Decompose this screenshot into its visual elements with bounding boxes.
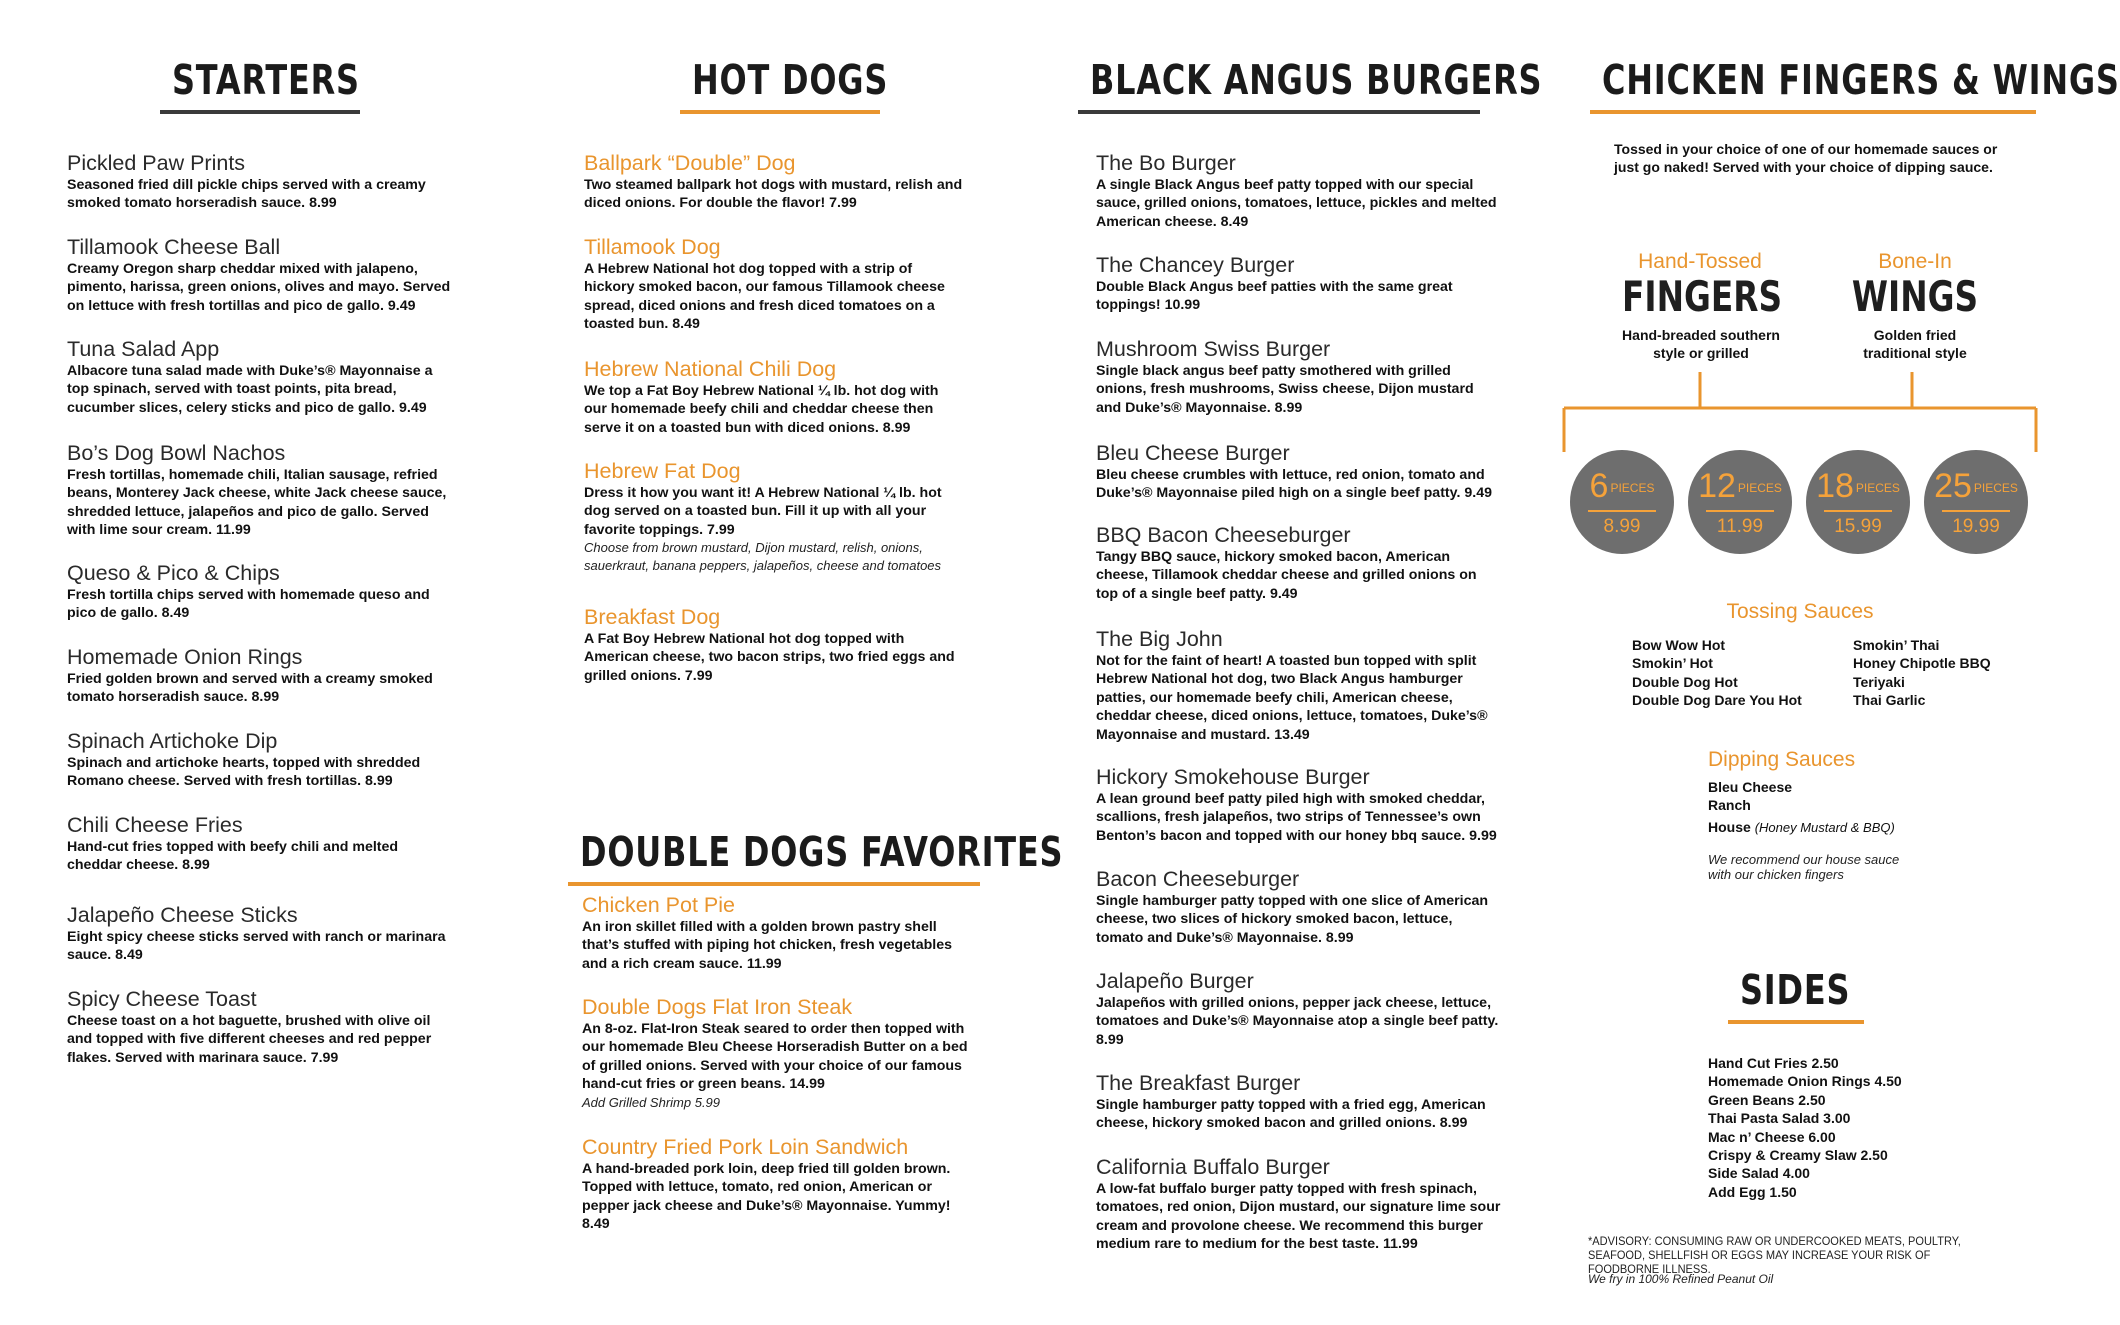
item-name: Country Fried Pork Loin Sandwich	[582, 1135, 909, 1159]
menu-item	[67, 560, 457, 623]
item-desc	[584, 484, 964, 539]
item-desc-text: Bleu cheese crumbles with lettuce, red onion, tomato and Duke’s® Mayonnaise piled high on a single beef patty.	[1096, 467, 1485, 502]
tossing-left-list	[1632, 636, 1802, 710]
portion-count	[1806, 468, 1910, 506]
menu-item	[1096, 150, 1502, 231]
dipping-title: Dipping Sauces	[1708, 748, 1856, 771]
item-desc-text: An iron skillet filled with a golden brown pastry shell that’s stuffed with piping hot chicken, fresh vegetables and a rich cream sauce.	[582, 919, 952, 972]
menu-item	[67, 234, 457, 315]
item-desc-text: We top a Fat Boy Hebrew National ¼ lb. hot dog with our homemade beefy chili and cheddar cheese then serve it on a toasted bun with diced onions.	[584, 383, 939, 436]
item-desc	[1096, 1180, 1502, 1254]
item-desc-text: Eight spicy cheese sticks served with ranch or marinara sauce.	[67, 929, 446, 964]
advisory: *ADVISORY: CONSUMING RAW OR UNDERCOOKED MEATS, POULTRY, SEAFOOD, SHELLFISH OR EGGS MAY INCREASE YOUR RISK OF FOODBORNE ILLNESS.	[1588, 1234, 1961, 1276]
list-item: Thai Garlic	[1853, 692, 1926, 709]
item-price: 7.99	[829, 195, 857, 212]
item-price: 9.49	[1269, 585, 1298, 602]
chicken-header	[1590, 56, 2120, 110]
section-title: BLACK ANGUS BURGERS	[1090, 56, 1543, 104]
section-rule	[680, 110, 880, 114]
item-name: Chili Cheese Fries	[67, 813, 243, 837]
item-name: Pickled Paw Prints	[67, 151, 246, 175]
item-desc	[1096, 466, 1502, 503]
fingers-top: Hand-Tossed	[1638, 250, 1762, 273]
item-price: 8.49	[1220, 213, 1249, 230]
wings-top: Bone-In	[1878, 250, 1952, 273]
item-name: Hebrew Fat Dog	[584, 459, 741, 483]
item-desc	[1096, 176, 1502, 231]
item-desc	[67, 838, 457, 875]
list-item: Smokin’ Hot	[1632, 655, 1713, 672]
list-item: Smokin’ Thai	[1853, 637, 1940, 653]
menu-item	[67, 644, 457, 707]
item-desc-text: Fresh tortillas, homemade chili, Italian sausage, refried beans, Monterey Jack cheese, white Jack cheese sauce, shredded lettuce, jalapeños and pico de gallo. Served with lime sour cream.	[67, 467, 447, 539]
item-name: Double Dogs Flat Iron Steak	[582, 995, 853, 1019]
portion-count-number: 12	[1698, 467, 1736, 505]
menu-item	[67, 812, 457, 875]
dipping-list	[1708, 778, 1792, 815]
list-item: Bow Wow Hot	[1632, 637, 1726, 653]
menu-item	[1096, 1154, 1502, 1254]
wings-big: WINGS	[1851, 272, 1979, 321]
list-item: Double Dog Dare You Hot	[1632, 692, 1802, 709]
item-price: 8.49	[115, 947, 143, 964]
section-title: DOUBLE DOGS FAVORITES	[580, 828, 1064, 876]
fingers-big: FINGERS	[1622, 272, 1783, 321]
item-desc-text: Single hamburger patty topped with one slice of American cheese, two slices of hickory smoked bacon, lettuce, tomato and Duke’s® Mayonnaise.	[1096, 893, 1489, 946]
item-desc	[584, 176, 964, 213]
item-name: California Buffalo Burger	[1096, 1155, 1330, 1179]
portion-count	[1570, 468, 1674, 506]
item-name: The Big John	[1096, 627, 1223, 651]
item-desc-text: Spinach and artichoke hearts, topped with shredded Romano cheese. Served with fresh tortillas.	[67, 755, 421, 790]
item-price: 8.99	[182, 857, 210, 874]
menu-item	[67, 902, 457, 965]
portion-price: 19.99	[1952, 516, 2000, 537]
item-desc	[67, 1012, 457, 1067]
menu-item	[1096, 440, 1502, 503]
item-name: Hebrew National Chili Dog	[584, 357, 837, 381]
item-desc-text: Seasoned fried dill pickle chips served with a creamy smoked tomato horseradish sauce.	[67, 177, 426, 212]
menu-item	[582, 1134, 972, 1234]
menu-item	[1096, 626, 1502, 744]
item-desc	[67, 670, 457, 707]
menu-item	[1096, 336, 1502, 417]
item-desc	[1096, 1096, 1502, 1133]
menu-item	[67, 440, 457, 540]
menu-item	[582, 892, 972, 973]
portion-count-number: 6	[1589, 467, 1609, 505]
item-price: 8.99	[251, 689, 280, 706]
item-name: Homemade Onion Rings	[67, 645, 303, 669]
item-price: 9.49	[398, 399, 427, 416]
list-item: Add Egg 1.50	[1708, 1183, 1797, 1200]
item-name: Chicken Pot Pie	[582, 893, 735, 917]
item-name: Hickory Smokehouse Burger	[1096, 765, 1370, 789]
item-desc-text: Double Black Angus beef patties with the same great toppings!	[1096, 279, 1453, 314]
item-name: Tillamook Dog	[584, 235, 721, 259]
portion-count	[1688, 468, 1792, 506]
list-item: Thai Pasta Salad 3.00	[1708, 1110, 1851, 1127]
item-name: Breakfast Dog	[584, 605, 721, 629]
item-desc	[1096, 994, 1502, 1049]
item-desc-text: Single black angus beef patty smothered with grilled onions, fresh mushrooms, Swiss cheese, Dijon mustard and Duke’s® Mayonnaise.	[1096, 363, 1474, 416]
item-desc-text: A lean ground beef patty piled high with smoked cheddar, scallions, fresh jalapeños, two strips of Tennessee’s own Benton’s bacon and topped with our honey bbq sauce.	[1096, 791, 1485, 844]
tossing-right-list	[1853, 636, 1991, 710]
item-desc	[67, 466, 457, 540]
section-title: CHICKEN FINGERS & WINGS	[1602, 56, 2120, 104]
item-price: 11.99	[1382, 1236, 1418, 1253]
item-name: Tuna Salad App	[67, 337, 220, 361]
item-desc-text: Cheese toast on a hot baguette, brushed with olive oil and topped with five different cheeses and red pepper flakes. Served with marinara sauce.	[67, 1013, 432, 1066]
item-desc-text: Not for the faint of heart! A toasted bun topped with split Hebrew National hot dog, two Black Angus hamburger patties, our homemade beefy chili, American cheese, cheddar cheese, diced onions, lettuce, tomatoes, Duke’s® Mayonnaise and mustard.	[1096, 653, 1488, 743]
item-price: 8.49	[161, 605, 190, 622]
item-name: Bacon Cheeseburger	[1096, 867, 1300, 891]
item-note: Choose from brown mustard, Dijon mustard, relish, onions, sauerkraut, banana peppers, jalapeños, cheese and tomatoes	[584, 540, 942, 574]
item-price: 8.49	[672, 316, 700, 333]
fry-note: We fry in 100% Refined Peanut Oil	[1588, 1272, 1774, 1286]
item-desc-text: Creamy Oregon sharp cheddar mixed with jalapeno, pimento, harissa, green onions, olives and mayo. Served on lettuce with fresh tortillas and pico de gallo.	[67, 261, 451, 314]
list-item: Hand Cut Fries 2.50	[1708, 1055, 1839, 1071]
item-price: 8.99	[1325, 929, 1354, 946]
item-desc-text: A low-fat buffalo burger patty topped with fresh spinach, tomatoes, red onion, Dijon mustard, our signature lime sour cream and provolone cheese. We recommend this burger medium rare to medium for the best taste.	[1096, 1181, 1501, 1253]
menu-item	[67, 728, 457, 791]
hotdogs-header	[680, 56, 889, 110]
item-desc	[67, 260, 457, 315]
item-desc	[67, 928, 457, 965]
item-desc	[1096, 362, 1502, 417]
item-price: 9.49	[387, 297, 416, 314]
menu-item	[1096, 522, 1502, 603]
section-rule	[160, 110, 360, 114]
item-desc	[1096, 652, 1502, 744]
list-item: Teriyaki	[1853, 673, 1905, 690]
item-desc-text: A Hebrew National hot dog topped with a strip of hickory smoked bacon, our famous Tillamook cheese spread, diced onions and fresh diced tomatoes on a toasted bun.	[584, 261, 945, 333]
dipping-house-label: House	[1708, 819, 1751, 835]
item-price: 8.99	[1274, 399, 1303, 416]
portion-divider	[1824, 510, 1892, 512]
item-price: 14.99	[789, 1076, 825, 1093]
list-item: Double Dog Hot	[1632, 673, 1738, 690]
item-price: 9.99	[1469, 827, 1497, 844]
item-name: The Chancey Burger	[1096, 253, 1295, 277]
menu-item	[1096, 1070, 1502, 1133]
section-title: STARTERS	[172, 56, 360, 104]
menu-item	[1096, 252, 1502, 315]
item-price: 7.99	[684, 667, 713, 684]
item-desc-text: Two steamed ballpark hot dogs with mustard, relish and diced onions. For double the flavor!	[584, 177, 963, 212]
item-desc	[1096, 548, 1502, 603]
portion-count-number: 25	[1934, 467, 1972, 505]
portion-divider	[1942, 510, 2010, 512]
item-desc-text: Single hamburger patty topped with a fried egg, American cheese, hickory smoked bacon and grilled onions.	[1096, 1097, 1486, 1132]
menu-item	[584, 356, 964, 437]
section-rule	[568, 882, 980, 886]
item-desc	[582, 1160, 972, 1234]
item-desc-text: Jalapeños with grilled onions, pepper jack cheese, lettuce, tomatoes and Duke’s® Mayonnaise atop a single beef patty.	[1096, 995, 1499, 1030]
tossing-title: Tossing Sauces	[1726, 600, 1874, 623]
portion-price: 11.99	[1716, 516, 1764, 537]
section-title: SIDES	[1740, 966, 1851, 1014]
portion-divider	[1706, 510, 1774, 512]
portion-count-number: 18	[1816, 467, 1854, 505]
item-price: 8.99	[1439, 1115, 1468, 1132]
item-desc-text: Fresh tortilla chips served with homemade queso and pico de gallo.	[67, 587, 430, 622]
item-price: 11.99	[746, 955, 782, 972]
menu-item	[1096, 866, 1502, 947]
item-desc-text: A Fat Boy Hebrew National hot dog topped with American cheese, two bacon strips, two fried eggs and grilled onions.	[584, 631, 955, 684]
sides-header	[1728, 966, 1864, 1020]
item-name: Spinach Artichoke Dip	[67, 729, 278, 753]
dipping-house-note: (Honey Mustard & BBQ)	[1754, 820, 1895, 835]
item-price: 10.99	[1164, 297, 1201, 314]
list-item: Bleu Cheese	[1708, 779, 1793, 795]
item-desc	[584, 382, 964, 437]
portion-circle	[1806, 450, 1910, 554]
item-name: Jalapeño Cheese Sticks	[67, 903, 298, 927]
item-price: 8.99	[365, 773, 393, 790]
list-item: Mac n’ Cheese 6.00	[1708, 1128, 1836, 1145]
pieces-label: PIECES	[1610, 481, 1655, 496]
menu-item	[67, 986, 457, 1067]
menu-item	[582, 994, 972, 1112]
item-price: 8.99	[309, 195, 337, 212]
list-item: Honey Chipotle BBQ	[1853, 655, 1991, 672]
pieces-label: PIECES	[1737, 481, 1782, 496]
item-desc	[584, 260, 964, 334]
section-rule	[1728, 1020, 1864, 1024]
item-name: Spicy Cheese Toast	[67, 987, 257, 1011]
menu-item	[67, 336, 457, 417]
portion-circle	[1924, 450, 2028, 554]
item-price: 8.49	[582, 1216, 610, 1233]
item-addon: Add Grilled Shrimp 5.99	[582, 1094, 721, 1110]
item-desc	[582, 918, 972, 973]
pieces-label: PIECES	[1973, 481, 2018, 496]
item-price: 8.99	[1096, 1031, 1124, 1048]
menu-item	[67, 150, 457, 213]
pieces-label: PIECES	[1855, 481, 1900, 496]
item-name: Bo’s Dog Bowl Nachos	[67, 441, 286, 465]
portion-count	[1924, 468, 2028, 506]
list-item: Crispy & Creamy Slaw 2.50	[1708, 1147, 1888, 1164]
section-rule	[1590, 110, 2036, 114]
fingers-desc: Hand-breaded southern style or grilled	[1622, 327, 1780, 362]
item-desc	[582, 1020, 972, 1094]
item-desc-text: Albacore tuna salad made with Duke’s® Mayonnaise a top spinach, served with toast points, pita bread, cucumber slices, celery sticks and pico de gallo.	[67, 363, 433, 416]
item-name: The Breakfast Burger	[1096, 1071, 1301, 1095]
recommend-note: We recommend our house sauce with our chicken fingers	[1708, 852, 1900, 882]
menu-item	[1096, 968, 1502, 1049]
item-name: Tillamook Cheese Ball	[67, 235, 281, 259]
portion-price: 8.99	[1603, 516, 1641, 537]
item-name: Mushroom Swiss Burger	[1096, 337, 1331, 361]
favorites-header	[568, 828, 1064, 882]
item-desc	[67, 586, 457, 623]
item-desc-text: Hand-cut fries topped with beefy chili and melted cheddar cheese.	[67, 839, 399, 874]
portion-divider	[1588, 510, 1656, 512]
item-name: Queso & Pico & Chips	[67, 561, 280, 585]
list-item: Homemade Onion Rings 4.50	[1708, 1073, 1902, 1090]
section-rule	[1078, 110, 1480, 114]
item-desc	[67, 176, 457, 213]
portion-price: 15.99	[1834, 516, 1882, 537]
item-desc-text: Dress it how you want it! A Hebrew National ¼ lb. hot dog served on a toasted bun. Fill it up with all your favorite toppings.	[584, 485, 942, 538]
dipping-house	[1708, 818, 1895, 837]
wings-desc: Golden fried traditional style	[1863, 327, 1967, 362]
sides-list	[1708, 1054, 1902, 1201]
menu-item	[584, 604, 964, 685]
item-name: Ballpark “Double” Dog	[584, 151, 796, 175]
item-price: 13.49	[1274, 726, 1310, 743]
item-desc-text: A single Black Angus beef patty topped with our special sauce, grilled onions, tomatoes, lettuce, pickles and melted American cheese.	[1096, 177, 1497, 230]
portion-circle	[1570, 450, 1674, 554]
item-desc	[1096, 278, 1502, 315]
menu-item	[584, 150, 964, 213]
portion-bracket	[1560, 372, 2040, 452]
item-desc-text: A hand-breaded pork loin, deep fried till golden brown. Topped with lettuce, tomato, red onion, American or pepper jack cheese and Duke’s® Mayonnaise. Yummy!	[582, 1161, 951, 1214]
starters-header	[160, 56, 360, 110]
item-price: 11.99	[216, 522, 251, 539]
menu-item	[1096, 764, 1502, 845]
item-price: 9.49	[1464, 485, 1492, 502]
item-name: BBQ Bacon Cheeseburger	[1096, 523, 1351, 547]
burgers-header	[1078, 56, 1543, 110]
item-price: 7.99	[310, 1049, 339, 1066]
list-item: Green Beans 2.50	[1708, 1091, 1826, 1108]
item-name: Jalapeño Burger	[1096, 969, 1254, 993]
item-price: 7.99	[706, 521, 735, 538]
menu-item	[584, 234, 964, 334]
item-desc-text: Fried golden brown and served with a creamy smoked tomato horseradish sauce.	[67, 671, 433, 706]
item-desc-text: Tangy BBQ sauce, hickory smoked bacon, American cheese, Tillamook cheddar cheese and grilled onions on top of a single beef patty.	[1096, 549, 1477, 602]
item-desc	[67, 362, 457, 417]
item-name: Bleu Cheese Burger	[1096, 441, 1290, 465]
item-price: 8.99	[882, 419, 911, 436]
item-desc	[67, 754, 457, 791]
item-desc-text: An 8-oz. Flat-Iron Steak seared to order then topped with our homemade Bleu Cheese Horseradish Butter on a bed of grilled onions. Served with your choice of our famous hand-cut fries or green beans.	[582, 1021, 968, 1093]
item-desc	[1096, 790, 1502, 845]
portion-circle	[1688, 450, 1792, 554]
chicken-intro: Tossed in your choice of one of our homemade sauces or just go naked! Served with your choice of dipping sauce.	[1614, 141, 1998, 176]
menu-item	[584, 458, 964, 575]
item-name: The Bo Burger	[1096, 151, 1236, 175]
item-desc	[584, 630, 964, 685]
list-item: Side Salad 4.00	[1708, 1165, 1810, 1182]
list-item: Ranch	[1708, 797, 1751, 814]
item-desc	[1096, 892, 1502, 947]
section-title: HOT DOGS	[692, 56, 889, 104]
